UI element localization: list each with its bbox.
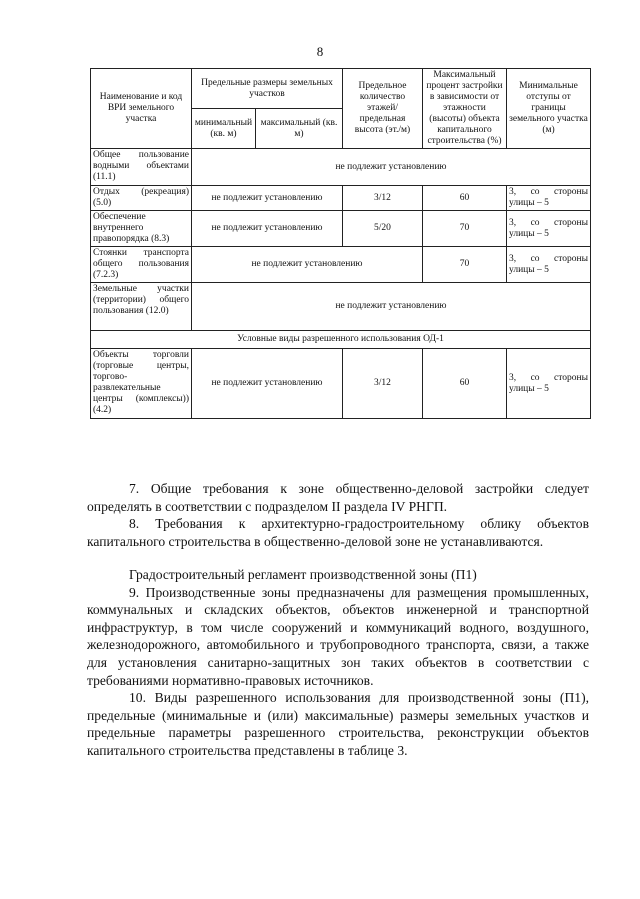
header-min: минимальный (кв. м) — [192, 109, 256, 149]
row-setback: 3, со стороны улицы – 5 — [507, 247, 591, 283]
header-floors: Предельное количество этажей/предельная высота (эт./м) — [343, 69, 423, 149]
row-floors: 3/12 — [343, 186, 423, 211]
row-limits: не подлежит установлению — [192, 186, 343, 211]
row-percent: 70 — [423, 211, 507, 247]
row-floors: 3/12 — [343, 349, 423, 419]
paragraph-10: 10. Виды разрешенного использования для производственной зоны (П1), предельные (минимальные и (или) максимальные) размеры земельных участков и предельные параметры разрешенного строительства, реконструкции объектов капитального строительства представлены в таблице 3. — [87, 690, 589, 758]
land-use-table — [90, 68, 591, 419]
row-name: Стоянки транспорта общего пользования (7.2.3) — [91, 247, 192, 283]
row-setback: 3, со стороны улицы – 5 — [507, 186, 591, 211]
table-header-row — [91, 69, 591, 109]
row-setback: 3, со стороны улицы – 5 — [507, 349, 591, 419]
body-text-bottom — [87, 566, 589, 760]
table-row — [91, 349, 591, 419]
row-name: Отдых (рекреация) (5.0) — [91, 186, 192, 211]
table-row — [91, 283, 591, 331]
page-number: 8 — [316, 44, 324, 59]
row-name: Обеспечение внутреннего правопорядка (8.3) — [91, 211, 192, 247]
row-percent: 60 — [423, 186, 507, 211]
header-limits: Предельные размеры земельных участков — [192, 69, 343, 109]
row-value: не подлежит установлению — [192, 149, 591, 186]
paragraph-8: 8. Требования к архитектурно-градостроительному облику объектов капитального строительства в общественно-деловой зоне не устанавливаются. — [87, 516, 589, 549]
header-max: максимальный (кв. м) — [256, 109, 343, 149]
header-name: Наименование и код ВРИ земельного участка — [91, 69, 192, 149]
header-percent: Максимальный процент застройки в зависимости от этажности (высоты) объекта капитального строительства (%) — [423, 69, 507, 149]
row-setback: 3, со стороны улицы – 5 — [507, 211, 591, 247]
row-limits: не подлежит установлению — [192, 349, 343, 419]
row-percent: 60 — [423, 349, 507, 419]
row-percent: 70 — [423, 247, 507, 283]
row-name: Объекты торговли (торговые центры, торгово-развлекательные центры (комплексы)) (4.2) — [91, 349, 192, 419]
paragraph-9: 9. Производственные зоны предназначены для размещения промышленных, коммунальных и складских объектов, объектов инженерной и транспортной инфраструктур, в том числе сооружений и коммуникаций водного, воздушного, железнодорожного, автомобильного и трубопроводного транспорта, связи, а также для установления санитарно-защитных зон таких объектов в соответствии с требованиями нормативно-правовых источников. — [87, 584, 589, 688]
row-limits: не подлежит установлению — [192, 247, 423, 283]
table-row — [91, 247, 591, 283]
row-floors: 5/20 — [343, 211, 423, 247]
table-row — [91, 211, 591, 247]
row-name: Земельные участки (территории) общего пользования (12.0) — [91, 283, 192, 331]
row-name: Общее пользование водными объектами (11.1) — [91, 149, 192, 186]
row-limits: не подлежит установлению — [192, 211, 343, 247]
section-heading: Градостроительный регламент производственной зоны (П1) — [129, 567, 477, 582]
header-setback: Минимальные отступы от границы земельного участка (м) — [507, 69, 591, 149]
table-row — [91, 149, 591, 186]
row-value: не подлежит установлению — [192, 283, 591, 331]
table-section-row — [91, 331, 591, 349]
section-title: Условные виды разрешенного использования ОД-1 — [91, 331, 591, 349]
body-text-top — [87, 480, 589, 550]
paragraph-7: 7. Общие требования к зоне общественно-деловой застройки следует определять в соответствии с подразделом II раздела IV РНГП. — [87, 481, 589, 514]
table-row — [91, 186, 591, 211]
